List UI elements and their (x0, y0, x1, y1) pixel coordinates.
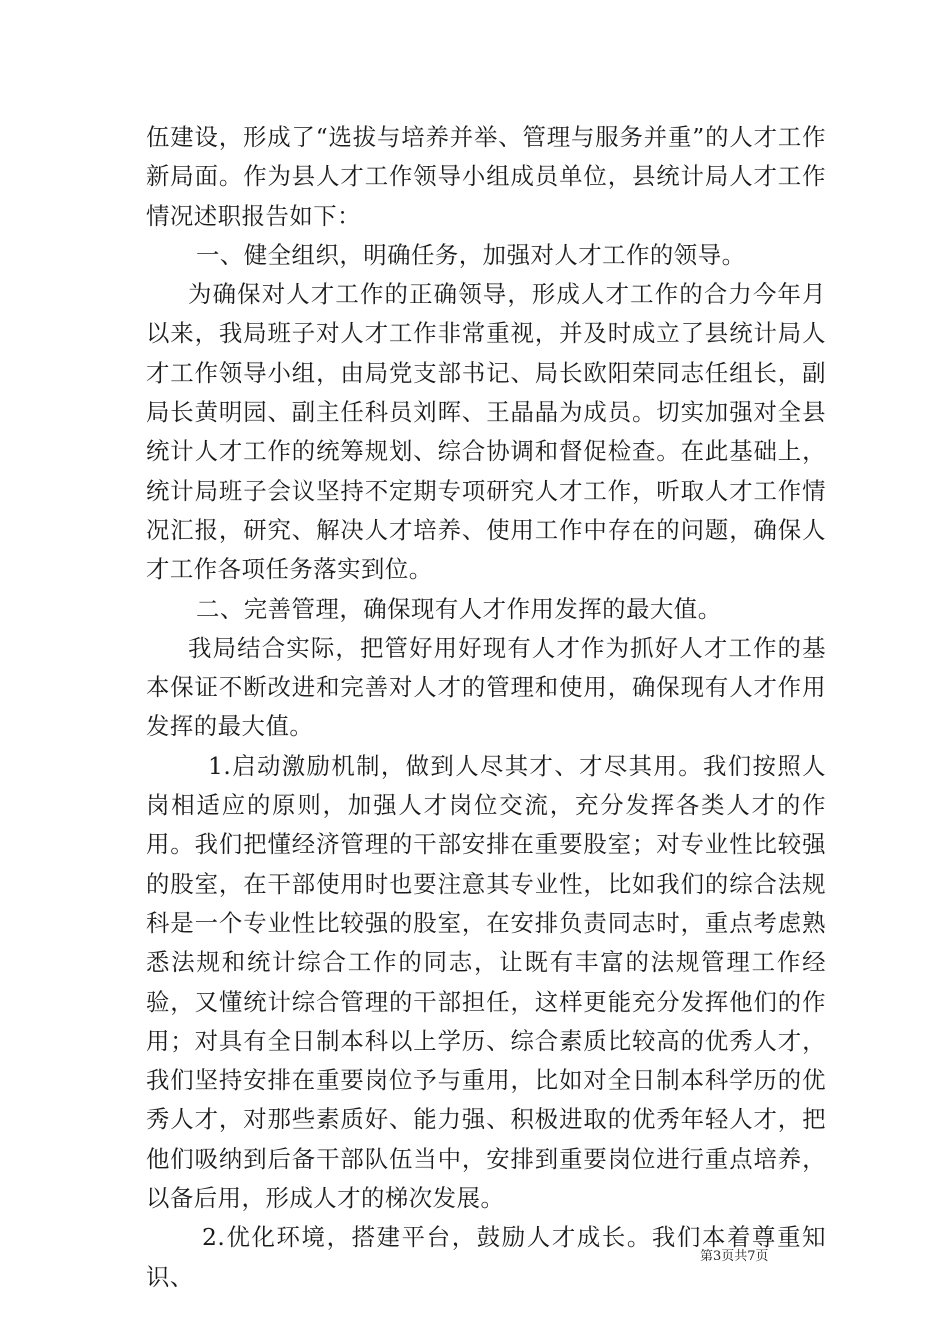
paragraph-item-2: 2.优化环境，搭建平台，鼓励人才成长。我们本着尊重知识、 (146, 1223, 826, 1291)
section-heading-1: 一、健全组织，明确任务，加强对人才工作的领导。 (196, 240, 746, 269)
document-body (146, 118, 826, 1297)
paragraph-item-1: 1.启动激励机制，做到人尽其才、才尽其用。我们按照人岗相适应的原则，加强人才岗位交流，充分发挥各类人才的作用。我们把懂经济管理的干部安排在重要股室；对专业性比较强的股室，在干部使用时也要注意其专业性，比如我们的综合法规科是一个专业性比较强的股室，在安排负责同志时，重点考虑熟悉法规和统计综合工作的同志，让既有丰富的法规管理工作经验，又懂统计综合管理的干部担任，这样更能充分发挥他们的作用；对具有全日制本科以上学历、综合素质比较高的优秀人才，我们坚持安排在重要岗位予与重用，比如对全日制本科学历的优秀人才，对那些素质好、能力强、积极进取的优秀年轻人才，把他们吸纳到后备干部队伍当中，安排到重要岗位进行重点培养，以备后用，形成人才的梯次发展。 (146, 751, 826, 1213)
paragraph-section-1: 为确保对人才工作的正确领导，形成人才工作的合力今年月以来，我局班子对人才工作非常重视，并及时成立了县统计局人才工作领导小组，由局党支部书记、局长欧阳荣同志任组长，副局长黄明园、副主任科员刘晖、王晶晶为成员。切实加强对全县统计人才工作的统筹规划、综合协调和督促检查。在此基础上，统计局班子会议坚持不定期专项研究人才工作，听取人才工作情况汇报，研究、解决人才培养、使用工作中存在的问题，确保人才工作各项任务落实到位。 (146, 280, 826, 584)
paragraph-section-2: 我局结合实际，把管好用好现有人才作为抓好人才工作的基本保证不断改进和完善对人才的管理和使用，确保现有人才作用发挥的最大值。 (146, 633, 826, 741)
section-heading-2: 二、完善管理，确保现有人才作用发挥的最大值。 (196, 594, 722, 623)
page-number: 第3页共7页 (700, 1249, 769, 1264)
paragraph-intro-continuation: 伍建设，形成了“选拔与培养并举、管理与服务并重”的人才工作新局面。作为县人才工作领导小组成员单位，县统计局人才工作情况述职报告如下： (146, 123, 826, 230)
